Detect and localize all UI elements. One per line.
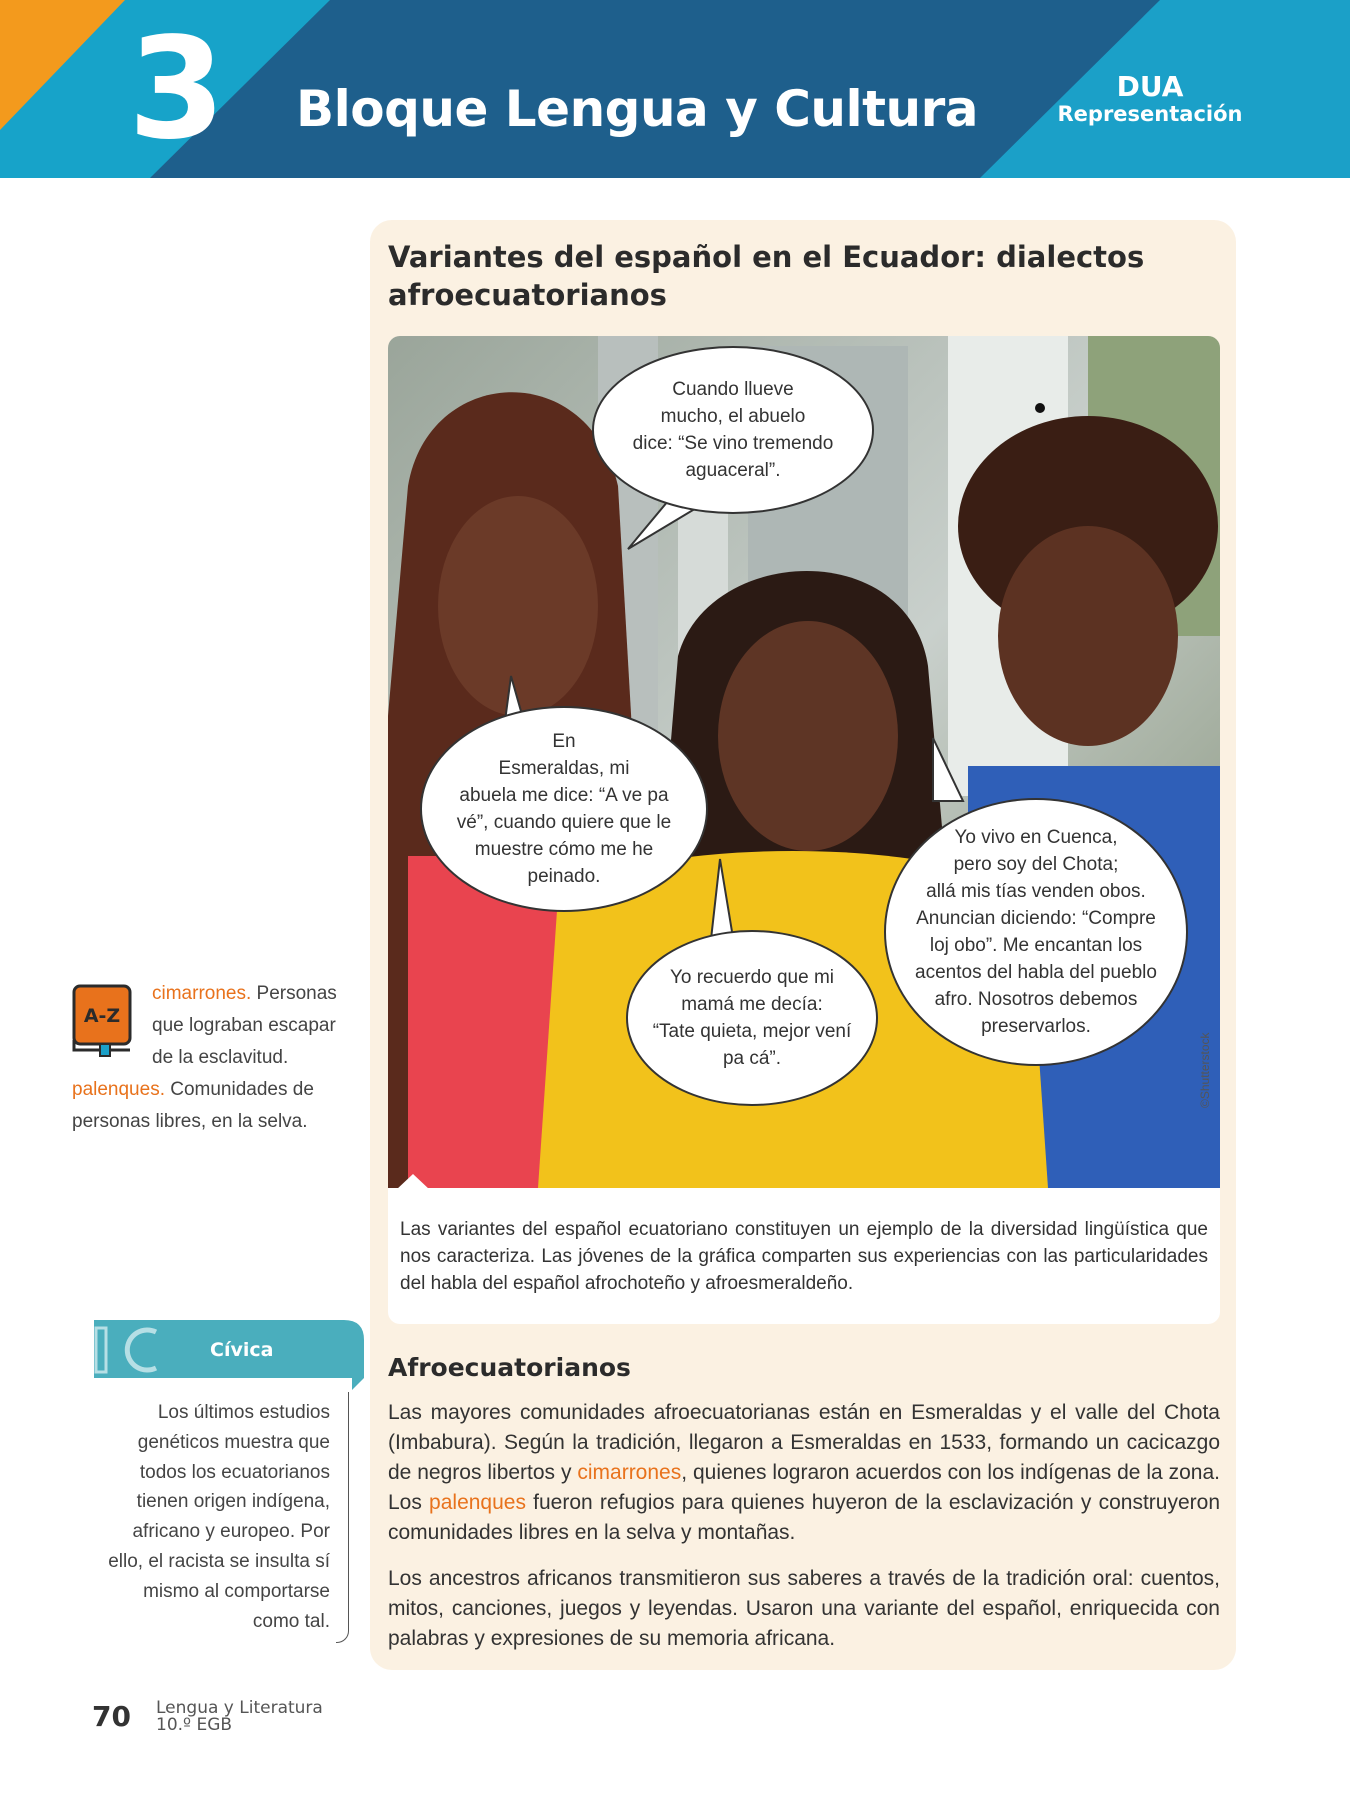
civica-border — [336, 1392, 349, 1643]
card-title-line-1: Variantes del español en el Ecuador: dialectos — [388, 240, 1145, 274]
glossary-line-1: cimarrones. Personas — [152, 983, 337, 1004]
glossary-line-4: palenques. Comunidades de — [72, 1079, 314, 1100]
photo-caption: Las variantes del español ecuatoriano constituyen un ejemplo de la diversidad lingüística que nos caracteriza. Las jóvenes de la gráfica comparten sus experiencias con las particularidades del habla del español afrochoteño y afroesmeraldeño. — [400, 1219, 1208, 1294]
speech-bubble-1: Cuando llueve mucho, el abuelo dice: “Se vino tremendo aguaceral”. — [592, 346, 874, 514]
dua-title: DUA — [1116, 70, 1184, 103]
dua-badge — [1040, 72, 1260, 126]
section-title: Afroecuatorianos — [388, 1353, 631, 1382]
header-title: Bloque Lengua y Cultura — [296, 80, 979, 138]
term-palenques: palenques — [429, 1491, 526, 1514]
page-header — [0, 0, 1350, 178]
civica-label: Cívica — [210, 1339, 274, 1361]
speech-bubble-4: Yo vivo en Cuenca, pero soy del Chota; allá mis tías venden obos. Anuncian diciendo: “Compre loj obo”. Me encantan los acentos del habla del pueblo afro. Nosotros debemos preservarlos. — [884, 798, 1188, 1066]
speech-bubble-2: En Esmeraldas, mi abuela me dice: “A ve pa vé”, cuando quiere que le muestre cómo me he peinado. — [420, 706, 708, 912]
speech-bubble-3: Yo recuerdo que mi mamá me decía: “Tate quieta, mejor vení pa cá”. — [626, 930, 878, 1106]
civica-text: Los últimos estudios genéticos muestra que todos los ecuatorianos tienen origen indígena, africano y europeo. Por ello, el racista se insulta sí mismo al comportarse como tal. — [108, 1402, 330, 1632]
glossary-line-5: personas libres, en la selva. — [72, 1111, 308, 1132]
chapter-number: 3 — [128, 8, 226, 171]
glossary-term-cimarrones: cimarrones. — [152, 983, 252, 1004]
footer-subject: Lengua y Literatura 10.º EGB — [156, 1698, 323, 1735]
card-title — [388, 238, 1208, 314]
card-title-line-2: afroecuatorianos — [388, 278, 667, 312]
dua-subtitle: Representación — [1057, 101, 1243, 126]
glossary-line-2: que lograban escapar — [152, 1015, 336, 1036]
paragraph-2: Los ancestros africanos transmitieron sus saberes a través de la tradición oral: cuentos, mitos, canciones, juegos y leyendas. Usaron una variante del español, enriquecida con palabras y expresiones de su memoria africana. — [388, 1567, 1220, 1650]
photo-credit: ©Shutterstock — [1198, 1032, 1212, 1108]
page-number: 70 — [92, 1700, 131, 1733]
dictionary-icon — [72, 984, 132, 1063]
caption-pointer — [396, 1174, 430, 1190]
paragraph-1: Las mayores comunidades afroecuatorianas están en Esmeraldas y el valle del Chota (Imbabura). Según la tradición, llegaron a Esmeraldas en 1533, formando un cacicazgo de negros libertos y cimarrones, quienes lograron acuerdos con los indígenas de la zona. Los palenques fueron refugios para quienes huyeron de la esclavización y construyeron comunidades libres en la selva y montañas. — [388, 1401, 1220, 1544]
term-cimarrones: cimarrones — [577, 1461, 682, 1484]
glossary-line-3: de la esclavitud. — [152, 1047, 289, 1068]
dictionary-icon-label: A-Z — [83, 1005, 121, 1027]
glossary-term-palenques: palenques. — [72, 1079, 165, 1100]
